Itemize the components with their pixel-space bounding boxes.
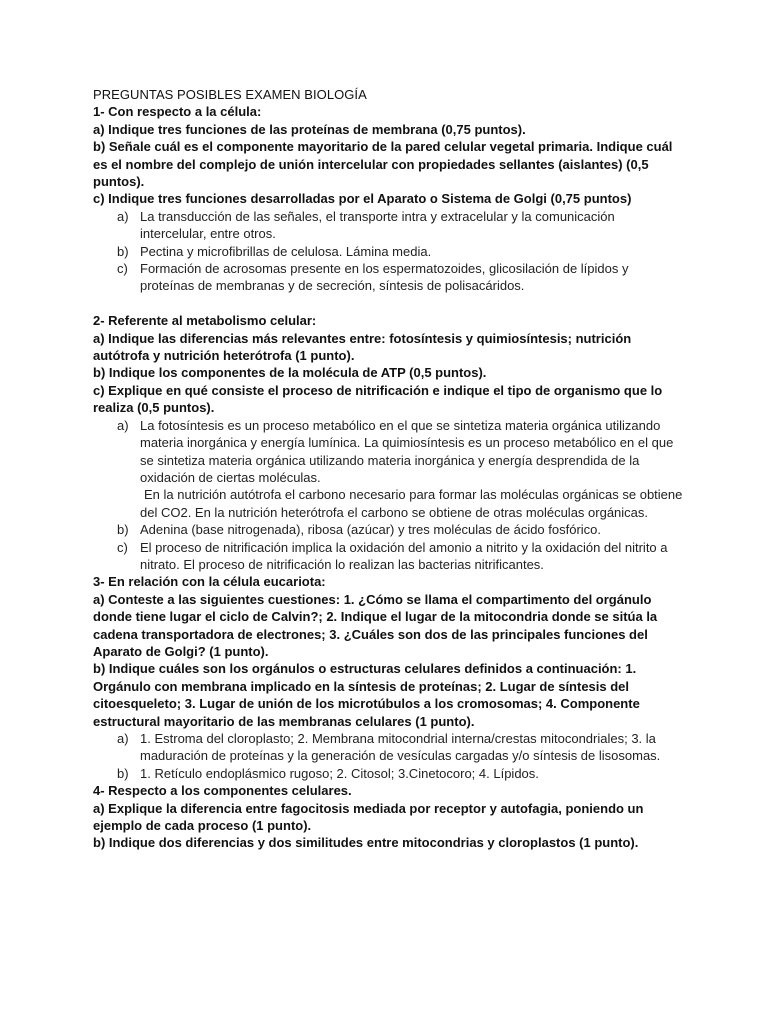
question-4b: b) Indique dos diferencias y dos similitudes entre mitocondrias y cloroplastos (1 punto). [93, 835, 639, 851]
answer-text-continued: En la nutrición autótrofa el carbono necesario para formar las moléculas orgánicas se obtiene del CO2. En la nutrición heterótrofa el carbono se obtiene de otras moléculas orgánicas. [140, 487, 683, 520]
answer-letter: c) [117, 539, 128, 555]
answer-text: Adenina (base nitrogenada), ribosa (azúcar) y tres moléculas de ácido fosfórico. [140, 522, 602, 538]
section-3 [93, 573, 683, 782]
document-page [93, 86, 683, 852]
question-1b: b) Señale cuál es el componente mayoritario de la pared celular vegetal primaria. Indique cuál es el nombre del complejo de unión intercelular con propiedades sellantes (aislantes) (0,5 puntos). [93, 139, 673, 190]
answer-3b [93, 765, 683, 782]
answer-list [93, 208, 683, 295]
answer-text: Pectina y microfibrillas de celulosa. Lámina media. [140, 243, 432, 259]
answer-letter: b) [117, 243, 129, 259]
answer-text: La fotosíntesis es un proceso metabólico en el que se sintetiza materia orgánica utilizando materia inorgánica y energía lumínica. La quimiosíntesis es un proceso metabólico en el que se sintetiza materia orgánica utilizando materia inorgánica y energía desprendida de la oxidación de ciertas moléculas. [140, 417, 674, 485]
question-4a: a) Explique la diferencia entre fagocitosis mediada por receptor y autofagia, poniendo un ejemplo de cada proceso (1 punto). [93, 800, 644, 834]
question-3a: a) Conteste a las siguientes cuestiones: 1. ¿Cómo se llama el compartimento del orgánulo donde tiene lugar el ciclo de Calvin?; 2. Indique el lugar de la mitocondria donde se sitúa la cadena transportadora de electrones; 3. ¿Cuáles son dos de las principales funciones del Aparato de Golgi? (1 punto). [93, 591, 658, 659]
answer-text: La transducción de las señales, el transporte intra y extracelular y la comunicación intercelular, entre otros. [140, 208, 615, 242]
question-3b: b) Indique cuáles son los orgánulos o estructuras celulares definidos a continuación: 1. Orgánulo con membrana implicado en la síntesis de proteínas; 2. Lugar de síntesis del citoesqueleto; 3. Lugar de unión de los microtúbulos a los cromosomas; 4. Componente estructural mayoritario de las membranas celulares (1 punto). [93, 661, 640, 729]
answer-list [93, 417, 683, 574]
question-2c: c) Explique en qué consiste el proceso de nitrificación e indique el tipo de organismo que lo realiza (0,5 puntos). [93, 382, 663, 416]
blank-line [93, 295, 683, 312]
answer-text: Formación de acrosomas presente en los espermatozoides, glicosilación de lípidos y proteínas de membranas y de secreción, síntesis de polisacáridos. [140, 261, 629, 294]
answer-3a [93, 730, 683, 765]
section-heading: 4- Respecto a los componentes celulares. [93, 783, 352, 799]
answer-text: 1. Estroma del cloroplasto; 2. Membrana mitocondrial interna/crestas mitocondriales; 3. la maduración de proteínas y la generación de vesículas cargadas y/o síntesis de lisosomas. [140, 731, 661, 764]
section-4 [93, 782, 683, 852]
answer-2a [93, 417, 683, 521]
answer-1c [93, 260, 683, 295]
section-2 [93, 312, 683, 573]
answer-letter: a) [117, 731, 129, 747]
answer-letter: a) [117, 208, 129, 224]
section-heading: 1- Con respecto a la célula: [93, 104, 262, 120]
answer-letter: b) [117, 522, 129, 538]
answer-letter: b) [117, 765, 129, 781]
document-title: PREGUNTAS POSIBLES EXAMEN BIOLOGÍA [93, 87, 367, 102]
section-1 [93, 103, 683, 294]
section-heading: 2- Referente al metabolismo celular: [93, 313, 317, 329]
answer-text: El proceso de nitrificación implica la oxidación del amonio a nitrito y la oxidación del nitrito a nitrato. El proceso de nitrificación lo realizan las bacterias nitrificantes. [140, 539, 668, 572]
answer-1b [93, 243, 683, 260]
answer-text: 1. Retículo endoplásmico rugoso; 2. Citosol; 3.Cinetocoro; 4. Lípidos. [140, 765, 539, 781]
question-1c: c) Indique tres funciones desarrolladas por el Aparato o Sistema de Golgi (0,75 puntos) [93, 191, 632, 207]
answer-list [93, 730, 683, 782]
answer-letter: a) [117, 417, 129, 433]
question-2b: b) Indique los componentes de la molécula de ATP (0,5 puntos). [93, 365, 487, 381]
question-1a: a) Indique tres funciones de las proteínas de membrana (0,75 puntos). [93, 121, 526, 137]
answer-letter: c) [117, 261, 128, 277]
section-heading: 3- En relación con la célula eucariota: [93, 574, 326, 590]
answer-1a [93, 208, 683, 243]
question-2a: a) Indique las diferencias más relevantes entre: fotosíntesis y quimiosíntesis; nutrición autótrofa y nutrición heterótrofa (1 punto). [93, 330, 632, 364]
answer-2b [93, 521, 683, 538]
answer-2c [93, 539, 683, 574]
